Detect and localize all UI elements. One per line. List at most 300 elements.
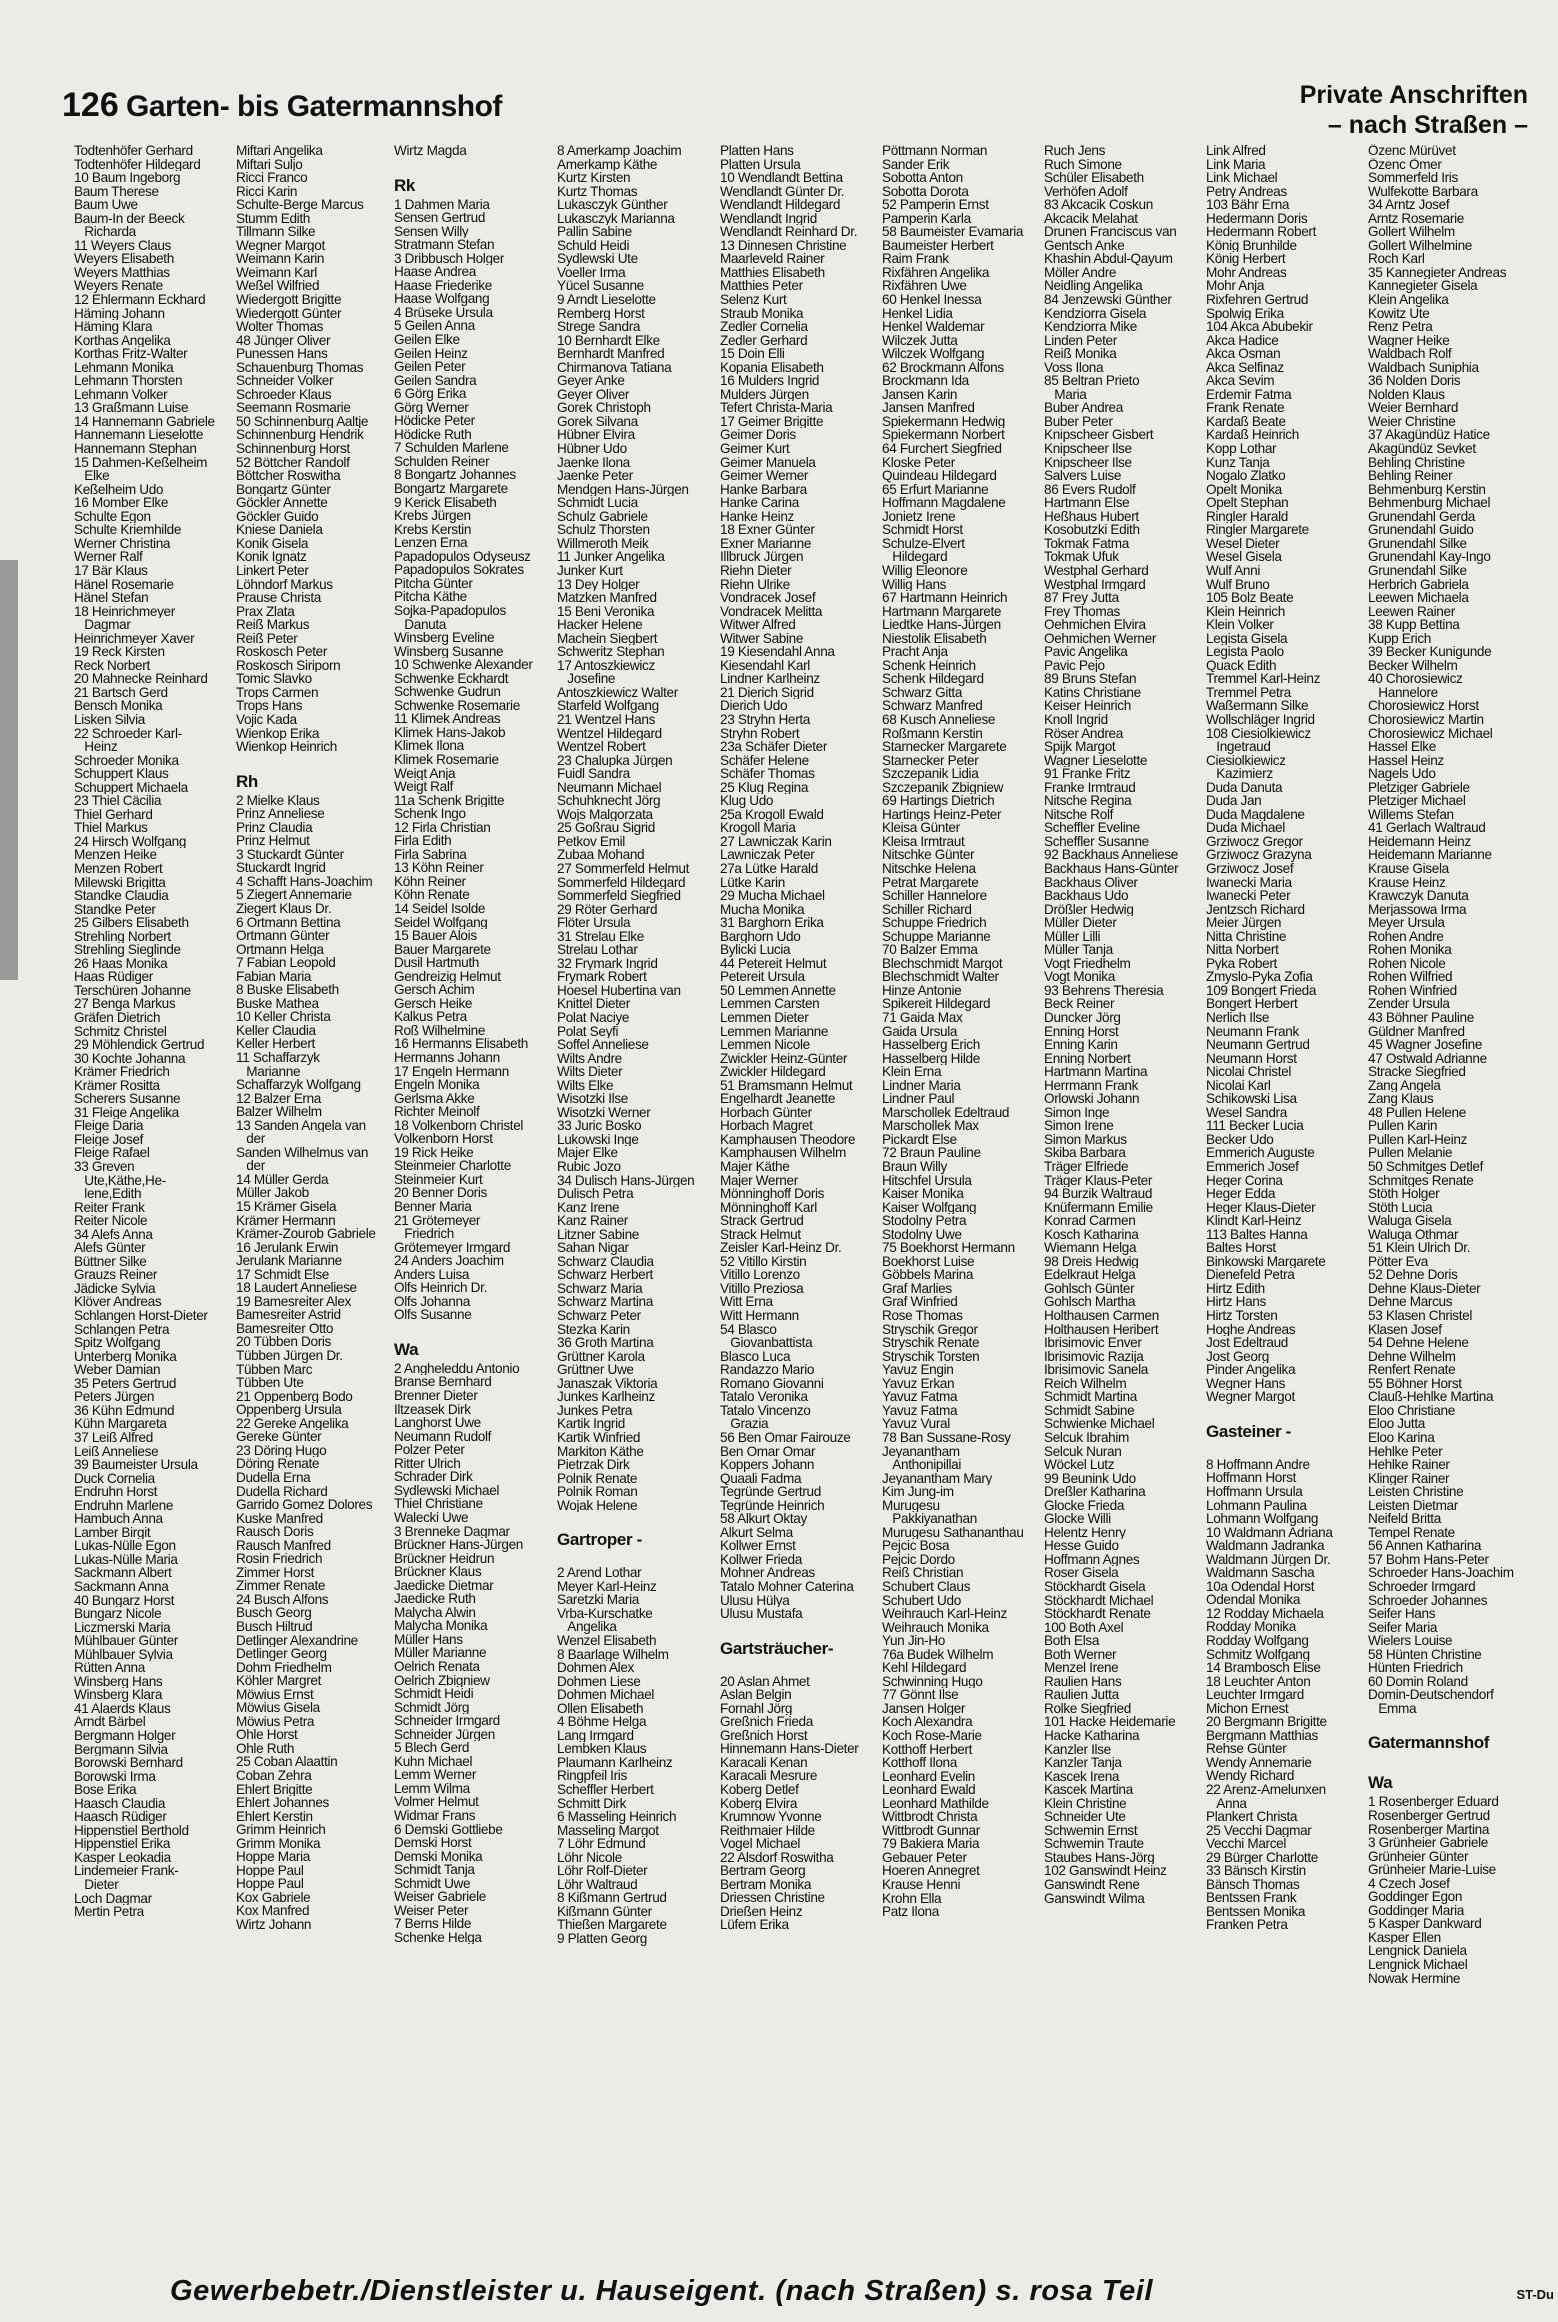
directory-entry: Blasco Luca xyxy=(720,1349,791,1364)
directory-entry: Kasper Leokadia xyxy=(74,1850,171,1865)
directory-entry: Krebs Jürgen xyxy=(394,509,471,523)
directory-entry: Jansen Karin xyxy=(882,387,958,402)
directory-entry: Wielers Louise xyxy=(1368,1634,1453,1648)
directory-entry: 10a Odendal Horst xyxy=(1206,1579,1315,1594)
directory-entry: Tremmel Karl-Heinz xyxy=(1206,672,1321,686)
directory-entry: Herrmann Frank xyxy=(1044,1078,1139,1093)
directory-entry: 109 Bongert Frieda xyxy=(1206,983,1317,998)
directory-entry: Zedler Cornelia xyxy=(720,320,808,334)
directory-entry: Schwemin Ernst xyxy=(1044,1823,1138,1838)
directory-entry: Kaiser Wolfgang xyxy=(882,1200,977,1215)
directory-entry: 44 Petereit Helmut xyxy=(720,956,827,971)
directory-entry: Sahan Nigar xyxy=(557,1241,629,1255)
directory-entry: Yavuz Erkan xyxy=(882,1376,955,1391)
directory-entry: 70 Balzer Emma xyxy=(882,943,978,957)
directory-entry: Träger Elfriede xyxy=(1044,1160,1129,1174)
directory-entry: Walecki Uwe xyxy=(394,1510,469,1525)
directory-entry: Koberg Detlef xyxy=(720,1782,799,1797)
directory-entry: Roch Karl xyxy=(1368,252,1425,266)
directory-entry: Rütten Anna xyxy=(74,1661,145,1675)
directory-entry: Koppers Johann xyxy=(720,1458,815,1472)
directory-entry: Tokmak Fatma xyxy=(1044,536,1129,551)
directory-entry: Lindner Paul xyxy=(882,1092,955,1106)
directory-entry: Lemmen Carsten xyxy=(720,997,820,1011)
directory-entry: Ollen Elisabeth xyxy=(557,1701,644,1716)
directory-entry: Hannelore xyxy=(1368,685,1438,700)
directory-entry: Grunendahl Silke xyxy=(1368,536,1467,551)
directory-entry: Yavuz Fatma xyxy=(882,1390,958,1404)
directory-entry: 10 Keller Christa xyxy=(236,1010,331,1024)
directory-entry: Buske Mathea xyxy=(236,996,319,1011)
directory-entry: Reiß Monika xyxy=(1044,347,1117,361)
directory-entry: 11 Schaffarzyk xyxy=(236,1051,320,1065)
directory-entry: Schwarz Herbert xyxy=(557,1268,653,1282)
directory-entry: Salvers Luise xyxy=(1044,469,1122,483)
directory-entry: Stezka Karin xyxy=(557,1322,630,1337)
directory-entry: Ricci Karin xyxy=(236,184,298,199)
page-number: 126 xyxy=(62,86,119,124)
directory-entry: Kascek Martina xyxy=(1044,1783,1133,1797)
directory-entry: Hanke Heinz xyxy=(720,509,794,524)
directory-entry: Rohen Winfried xyxy=(1368,983,1457,998)
directory-entry: Grünheier Marie-Luise xyxy=(1368,1863,1496,1877)
directory-entry: Franken Petra xyxy=(1206,1918,1288,1932)
directory-entry: 9 Platten Georg xyxy=(557,1932,647,1946)
directory-entry: Schulz Thorsten xyxy=(557,523,650,537)
directory-entry: Krebs Kerstin xyxy=(394,522,472,537)
directory-entry: 6 Demski Gottliebe xyxy=(394,1822,503,1837)
directory-entry: 92 Backhaus Anneliese xyxy=(1044,848,1178,862)
directory-entry: 34 Alefs Anna xyxy=(74,1227,153,1242)
directory-entry: Punessen Hans xyxy=(236,347,328,361)
directory-entry: Geilen Heinz xyxy=(394,346,468,361)
directory-entry: Keller Herbert xyxy=(236,1037,315,1051)
directory-entry: 33 Bänsch Kirstin xyxy=(1206,1864,1306,1878)
directory-entry: Drunen Franciscus van xyxy=(1044,225,1177,239)
directory-entry: 4 Böhme Helga xyxy=(557,1715,647,1729)
directory-entry: Kopp Lothar xyxy=(1206,442,1277,456)
directory-entry: Kanzler Ilse xyxy=(1044,1742,1111,1757)
directory-entry: Waldbach Suniphia xyxy=(1368,360,1479,375)
directory-entry: Heger Klaus-Dieter xyxy=(1206,1200,1316,1215)
directory-entry: Strege Sandra xyxy=(557,320,641,334)
directory-entry: Hirtz Edith xyxy=(1206,1281,1265,1296)
street-heading: Gartsträucher- xyxy=(720,1638,834,1658)
directory-entry: Hoffmann Horst xyxy=(1206,1471,1297,1485)
directory-entry: Grziwocz Gregor xyxy=(1206,834,1303,849)
directory-entry: Dulisch Petra xyxy=(557,1187,634,1201)
directory-entry: Graf Winfried xyxy=(882,1295,958,1310)
directory-entry: Hannemann Lieselotte xyxy=(74,428,204,443)
directory-entry: Boekhorst Luise xyxy=(882,1254,975,1269)
directory-entry: Jaedicke Dietmar xyxy=(394,1578,494,1593)
spacer xyxy=(1206,1404,1366,1418)
directory-entry: Domin-Deutschendorf xyxy=(1368,1688,1494,1702)
directory-entry: Wendlandt Günter Dr. xyxy=(720,184,845,199)
directory-entry: Hildegard xyxy=(882,550,948,564)
directory-entry: Klein Volker xyxy=(1206,618,1274,632)
directory-entry: Borowski Bernhard xyxy=(74,1756,183,1770)
directory-entry: Heidemann Heinz xyxy=(1368,834,1471,849)
directory-entry: Weihrauch Karl-Heinz xyxy=(882,1607,1007,1621)
directory-entry: Fornahl Jörg xyxy=(720,1701,793,1716)
directory-entry: Ruch Simone xyxy=(1044,157,1122,172)
directory-entry: Hambuch Anna xyxy=(74,1512,163,1526)
directory-entry: Häming Klara xyxy=(74,320,153,334)
directory-entry: Bertram Georg xyxy=(720,1864,806,1878)
directory-entry: 94 Burzik Waltraud xyxy=(1044,1187,1153,1201)
directory-entry: Backhaus Udo xyxy=(1044,889,1129,903)
directory-entry: Köhn Reiner xyxy=(394,874,466,889)
directory-entry: 15 Doin Elli xyxy=(720,347,785,361)
directory-entry: Bungarz Nicole xyxy=(74,1607,162,1621)
directory-entry: Lehmann Volker xyxy=(74,387,168,402)
directory-entry: Wiedergott Günter xyxy=(236,306,342,321)
directory-entry: Vogt Friedhelm xyxy=(1044,956,1131,971)
directory-entry: Junker Kurt xyxy=(557,563,623,578)
directory-entry: 4 Brüseke Ursula xyxy=(394,305,493,320)
directory-entry: Arntz Rosemarie xyxy=(1368,211,1464,226)
directory-entry: Gersch Heike xyxy=(394,996,473,1011)
directory-entry: 45 Wagner Josefine xyxy=(1368,1038,1483,1052)
directory-entry: Hinze Antonie xyxy=(882,983,962,998)
directory-entry: Enning Norbert xyxy=(1044,1051,1131,1066)
directory-entry: 76a Budek Wilhelm xyxy=(882,1647,994,1662)
directory-entry: 64 Furchert Siegfried xyxy=(882,442,1002,456)
directory-entry: 15 Bauer Alois xyxy=(394,929,477,943)
directory-entry: Schneider Jürgen xyxy=(394,1727,495,1742)
directory-entry: Ziegert Klaus Dr. xyxy=(236,901,332,916)
directory-entry: Schulz Gabriele xyxy=(557,509,648,524)
directory-entry: Pyka Robert xyxy=(1206,956,1277,971)
directory-entry: 108 Ciesiolkiewicz xyxy=(1206,726,1311,741)
directory-entry: Maria xyxy=(1044,387,1087,402)
directory-entry: 7 Schulden Marlene xyxy=(394,441,509,455)
section-title-line1: Private Anschriften xyxy=(1299,81,1528,109)
directory-entry: Glocke Frieda xyxy=(1044,1498,1125,1513)
directory-entry: Lukas-Nülle Egon xyxy=(74,1539,176,1553)
directory-entry: Köhn Renate xyxy=(394,888,470,902)
directory-entry: Anthonipillai xyxy=(882,1458,962,1472)
directory-entry: Renz Petra xyxy=(1368,320,1433,334)
directory-entry: Polat Seyfi xyxy=(557,1024,619,1039)
directory-entry: Heinz xyxy=(74,740,118,754)
directory-entry: Schmidt Lucia xyxy=(557,496,638,510)
directory-entry: Volmer Helmut xyxy=(394,1795,479,1809)
directory-entry: Özenc Mürüvet xyxy=(1368,144,1456,158)
directory-entry: 9 Arndt Lieselotte xyxy=(557,293,656,307)
spacer xyxy=(720,1621,880,1635)
directory-entry: Emmerich Josef xyxy=(1206,1160,1299,1174)
directory-entry: Neifeld Britta xyxy=(1368,1512,1441,1526)
directory-entry: Detlinger Alexandrine xyxy=(236,1633,358,1648)
directory-entry: 29 Mucha Michael xyxy=(720,889,825,903)
directory-entry: Jeyanantham xyxy=(882,1444,960,1459)
directory-entry: Nitschke Günter xyxy=(882,848,975,862)
directory-entry: Grünheier Günter xyxy=(1368,1849,1469,1864)
directory-entry: Quack Edith xyxy=(1206,658,1277,673)
directory-entry: 17 Engeln Hermann xyxy=(394,1064,509,1079)
directory-entry: 7 Berns Hilde xyxy=(394,1917,472,1931)
directory-entry: Todtenhöfer Hildegard xyxy=(74,157,201,172)
directory-entry: Kiesendahl Karl xyxy=(720,658,810,673)
directory-entry: Leisten Dietmar xyxy=(1368,1498,1458,1513)
directory-entry: Prinz Anneliese xyxy=(236,807,325,821)
directory-entry: Lemm Wilma xyxy=(394,1781,470,1796)
directory-entry: Raulien Hans xyxy=(1044,1674,1122,1689)
directory-entry: Dohmen Liese xyxy=(557,1674,641,1689)
directory-entry: Straub Monika xyxy=(720,306,804,321)
directory-entry: Tübben Jürgen Dr. xyxy=(236,1349,343,1363)
directory-entry: Majer Käthe xyxy=(720,1160,790,1174)
directory-entry: Greßnich Frieda xyxy=(720,1715,813,1729)
directory-entry: Horbach Günter xyxy=(720,1105,812,1120)
directory-entry: Heger Corina xyxy=(1206,1173,1283,1188)
directory-entry: Henkel Waldemar xyxy=(882,320,985,334)
directory-entry: Möwius Ernst xyxy=(236,1687,314,1702)
directory-entry: 33 Greven xyxy=(74,1160,135,1174)
directory-entry: Behmenburg Kerstin xyxy=(1368,482,1486,497)
directory-entry: Herbrich Gabriela xyxy=(1368,577,1469,592)
directory-entry: Nowak Hermine xyxy=(1368,1971,1461,1986)
directory-entry: Ritter Ulrich xyxy=(394,1456,461,1471)
directory-entry: 68 Kusch Anneliese xyxy=(882,712,996,727)
directory-entry: Baum Therese xyxy=(74,184,159,199)
directory-entry: Geilen Peter xyxy=(394,360,466,374)
directory-entry: Stryschik Renate xyxy=(882,1336,980,1350)
directory-entry: Bylicki Lucia xyxy=(720,943,791,957)
directory-entry: Hartings Heinz-Peter xyxy=(882,807,1002,822)
directory-entry: Seemann Rosmarie xyxy=(236,401,351,415)
directory-column xyxy=(882,144,1042,1919)
directory-entry: 24 Hirsch Wolfgang xyxy=(74,834,187,849)
directory-entry: 7 Fabian Leopold xyxy=(236,956,336,970)
directory-entry: 23 Chalupka Jürgen xyxy=(557,753,673,768)
directory-entry: Westphal Gerhard xyxy=(1044,563,1149,578)
directory-entry: 11 Weyers Claus xyxy=(74,238,171,253)
directory-entry: Schroeder Johannes xyxy=(1368,1593,1488,1608)
directory-entry: Güldner Manfred xyxy=(1368,1024,1465,1039)
directory-entry: Gebauer Peter xyxy=(882,1850,967,1865)
directory-entry: Behling Christine xyxy=(1368,455,1465,470)
directory-entry: Nitta Norbert xyxy=(1206,943,1279,957)
directory-entry: 38 Kupp Bettina xyxy=(1368,618,1460,632)
directory-entry: Weber Damian xyxy=(74,1363,161,1377)
directory-entry: Korthas Angelika xyxy=(74,333,171,348)
directory-entry: Marschollek Edeltraud xyxy=(882,1105,1010,1120)
directory-entry: Schuppert Klaus xyxy=(74,767,169,781)
directory-entry: Strehling Norbert xyxy=(74,929,171,944)
page-title: Garten- bis Gatermannshof xyxy=(126,90,502,123)
directory-entry: 22 Arenz-Amelunxen xyxy=(1206,1782,1326,1797)
directory-entry: Hoffmann Agnes xyxy=(1044,1552,1140,1567)
directory-entry: Nitta Christine xyxy=(1206,929,1287,944)
directory-entry: 47 Ostwald Adrianne xyxy=(1368,1051,1487,1066)
directory-entry: Marianne xyxy=(236,1064,301,1079)
directory-entry: Fleige Rafael xyxy=(74,1146,150,1161)
directory-entry: Zwickler Hildegard xyxy=(720,1065,826,1079)
directory-entry: Wollschläger Ingrid xyxy=(1206,712,1315,727)
directory-entry: Schuld Heidi xyxy=(557,238,630,253)
directory-entry: 21 Bartsch Gerd xyxy=(74,685,168,700)
directory-entry: Oelrich Zbigniew xyxy=(394,1673,490,1688)
directory-entry: Bauer Margarete xyxy=(394,942,491,957)
directory-entry: Thießen Margarete xyxy=(557,1918,667,1932)
directory-entry: Chorosiewicz Horst xyxy=(1368,699,1479,713)
directory-entry: Gereke Günter xyxy=(236,1430,322,1444)
directory-entry: Rubic Jozo xyxy=(557,1160,621,1174)
directory-entry: 8 Baarlage Wilhelm xyxy=(557,1647,669,1662)
directory-entry: Lukasczyk Günther xyxy=(557,198,668,212)
directory-entry: Menzen Heike xyxy=(74,848,157,862)
directory-entry: Wendlandt Reinhard Dr. xyxy=(720,225,858,239)
directory-entry: Klöver Andreas xyxy=(74,1295,162,1310)
directory-entry: Gentsch Anke xyxy=(1044,238,1125,253)
directory-entry: Josefine xyxy=(557,672,616,686)
directory-entry: Weimann Karin xyxy=(236,252,325,266)
directory-entry: Wegner Hans xyxy=(1206,1376,1286,1391)
directory-entry: Neumann Horst xyxy=(1206,1051,1297,1066)
directory-entry: Kox Gabriele xyxy=(236,1890,311,1905)
directory-entry: Quaali Fadma xyxy=(720,1471,802,1486)
directory-entry: Schinnenburg Hendrik xyxy=(236,428,364,443)
directory-entry: Thiel Gerhard xyxy=(74,807,153,822)
directory-entry: Rose Thomas xyxy=(882,1309,963,1323)
directory-entry: Kanzler Tanja xyxy=(1044,1756,1122,1770)
directory-entry: Korthas Fritz-Walter xyxy=(74,347,188,361)
directory-entry: Wesel Gisela xyxy=(1206,550,1282,564)
directory-entry: Spolwig Erika xyxy=(1206,306,1284,321)
directory-entry: 22 Schroeder Karl- xyxy=(74,726,182,741)
directory-entry: Vogel Michael xyxy=(720,1837,801,1851)
directory-entry: Pamperin Karla xyxy=(882,211,971,226)
directory-entry: 6 Görg Erika xyxy=(394,387,467,401)
directory-entry: 24 Busch Alfons xyxy=(236,1592,329,1607)
directory-entry: Meyer Karl-Heinz xyxy=(557,1579,657,1594)
directory-entry: Heßhaus Hubert xyxy=(1044,509,1139,524)
directory-entry: Möwius Gisela xyxy=(236,1701,320,1715)
directory-entry: 34 Arntz Josef xyxy=(1368,198,1450,212)
directory-entry: Klimek Ilona xyxy=(394,739,464,753)
directory-entry: 14 Müller Gerda xyxy=(236,1172,329,1187)
directory-entry: 93 Behrens Theresia xyxy=(1044,983,1164,998)
directory-entry: Wendlandt Ingrid xyxy=(720,211,817,226)
directory-entry: Amerkamp Käthe xyxy=(557,157,658,172)
directory-entry: 29 Möhlendick Gertrud xyxy=(74,1038,205,1052)
directory-entry: 18 Exner Günter xyxy=(720,523,815,537)
directory-entry: Sanden Wilhelmus van xyxy=(236,1145,369,1160)
directory-entry: Bamesreiter Otto xyxy=(236,1321,334,1336)
directory-entry: Krawczyk Danuta xyxy=(1368,889,1469,903)
directory-entry: Hippenstiel Erika xyxy=(74,1837,171,1851)
directory-entry: Lindner Maria xyxy=(882,1078,961,1093)
directory-entry: Jost Edeltraud xyxy=(1206,1336,1288,1350)
directory-entry: Müller Jakob xyxy=(236,1186,309,1201)
directory-entry: 25 Coban Alaattin xyxy=(236,1755,338,1769)
directory-entry: Wesel Dieter xyxy=(1206,536,1280,551)
directory-entry: Tillmann Silke xyxy=(236,225,316,239)
directory-entry: 13 Graßmann Luise xyxy=(74,401,189,415)
directory-entry: Tefert Christa-Maria xyxy=(720,401,833,415)
directory-entry: Both Werner xyxy=(1044,1647,1117,1662)
directory-entry: Yücel Susanne xyxy=(557,279,644,294)
directory-entry: Hödicke Peter xyxy=(394,414,475,428)
directory-entry: Akca Sevim xyxy=(1206,374,1275,388)
directory-entry: Willems Stefan xyxy=(1368,807,1454,822)
directory-entry: Leuchter Irmgard xyxy=(1206,1688,1304,1702)
directory-entry: Schwarz Claudia xyxy=(557,1254,654,1269)
directory-entry: 14 Brambosch Elise xyxy=(1206,1661,1321,1675)
directory-entry: Tomic Slavko xyxy=(236,672,312,686)
directory-entry: Mühlbauer Günter xyxy=(74,1634,178,1648)
directory-entry: Özenc Ömer xyxy=(1368,157,1442,172)
directory-entry: Sobotta Anton xyxy=(882,171,963,185)
directory-entry: Henkel Lidia xyxy=(882,306,953,321)
directory-entry: Vojic Kada xyxy=(236,712,297,727)
spacer xyxy=(1368,1715,1528,1729)
directory-entry: 15 Dahmen-Keßelheim xyxy=(74,455,208,470)
directory-column xyxy=(1206,144,1366,1932)
directory-entry: Junkes Karlheinz xyxy=(557,1390,655,1404)
directory-entry: Grunendahl Gerda xyxy=(1368,509,1475,524)
directory-entry: Vitillo Preziosa xyxy=(720,1281,804,1296)
directory-entry: Murugesu Sathananthau xyxy=(882,1525,1024,1540)
directory-entry: Lehmann Monika xyxy=(74,360,174,375)
directory-entry: Bamesreiter Astrid xyxy=(236,1308,341,1322)
directory-entry: Voeller Irma xyxy=(557,265,626,280)
directory-entry: Köhler Margret xyxy=(236,1674,322,1688)
directory-entry: Stöckhardt Renate xyxy=(1044,1607,1151,1621)
directory-entry: Krämer-Zourob Gabriele xyxy=(236,1227,376,1241)
directory-entry: Pejcic Bosa xyxy=(882,1539,950,1553)
directory-entry: Weigt Ralf xyxy=(394,780,453,794)
directory-entry: 12 Balzer Erna xyxy=(236,1091,322,1106)
directory-entry: Blechschmidt Walter xyxy=(882,970,999,984)
directory-entry: Coban Zehra xyxy=(236,1768,312,1783)
directory-entry: Platten Hans xyxy=(720,144,794,158)
directory-entry: Weyers Matthias xyxy=(74,265,170,280)
directory-entry: Rausch Doris xyxy=(236,1525,314,1539)
directory-entry: 18 Heinrichmeyer xyxy=(74,604,175,619)
directory-entry: Romano Giovanni xyxy=(720,1376,824,1391)
directory-entry: Strelau Lothar xyxy=(557,943,638,957)
directory-entry: 25a Krogoll Ewald xyxy=(720,807,824,822)
directory-entry: 52 Böttcher Randolf xyxy=(236,455,350,470)
directory-entry: Spiekermann Hedwig xyxy=(882,414,1005,429)
directory-entry: Geimer Kurt xyxy=(720,442,790,456)
directory-entry: Leonhard Mathilde xyxy=(882,1796,989,1811)
directory-entry: Witwer Sabine xyxy=(720,631,804,646)
directory-entry: 51 Bramsmann Helmut xyxy=(720,1078,853,1093)
directory-entry: Zang Angela xyxy=(1368,1078,1441,1093)
directory-entry: 41 Gerlach Waltraud xyxy=(1368,821,1486,835)
directory-entry: Szczepanik Zbigniew xyxy=(882,780,1004,795)
directory-entry: Unterberg Monika xyxy=(74,1349,177,1364)
directory-entry: Tatalo Veronika xyxy=(720,1390,808,1404)
directory-entry: Pickardt Else xyxy=(882,1132,957,1147)
directory-entry: Endruhn Marlene xyxy=(74,1498,174,1513)
directory-entry: Leiß Anneliese xyxy=(74,1444,159,1459)
directory-entry: 104 Akca Abubekir xyxy=(1206,320,1313,334)
directory-entry: Klindt Karl-Heinz xyxy=(1206,1214,1302,1228)
directory-entry: Link Maria xyxy=(1206,157,1266,172)
directory-entry: Linkert Peter xyxy=(236,563,309,578)
directory-entry: Holthausen Carmen xyxy=(1044,1309,1159,1323)
directory-entry: Skiba Barbara xyxy=(1044,1146,1126,1161)
directory-entry: Sommerfeld Iris xyxy=(1368,171,1458,185)
directory-entry: Olfs Johanna xyxy=(394,1294,470,1309)
directory-entry: 40 Bungarz Horst xyxy=(74,1593,175,1608)
